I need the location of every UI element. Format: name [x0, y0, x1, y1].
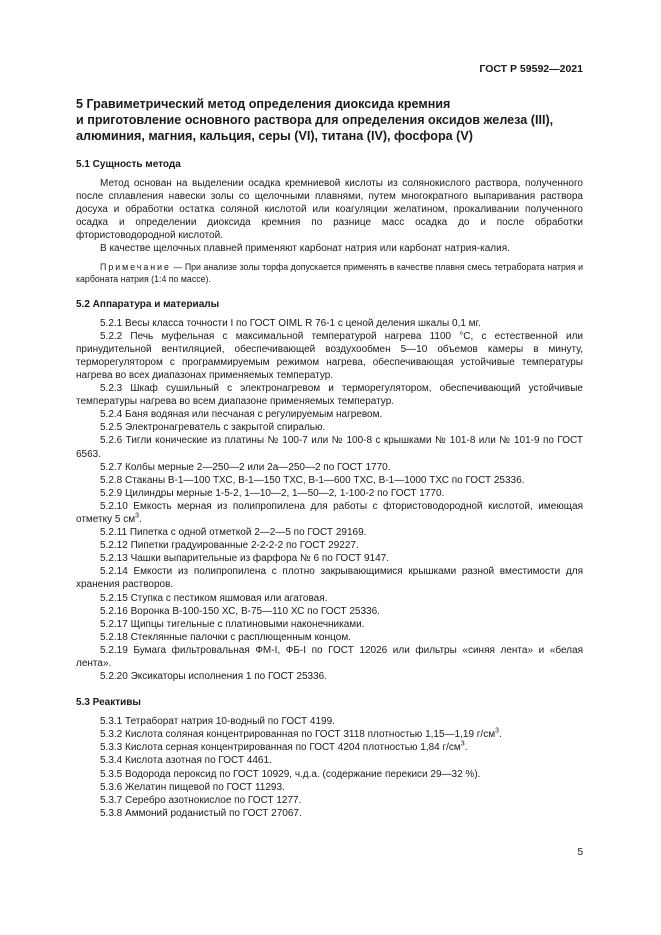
list-item: 5.2.16 Воронка В-100-150 ХС, В-75—110 ХС по ГОСТ 25336. — [100, 605, 380, 617]
list-item: 5.2.11 Пипетка с одной отметкой 2—2—5 по ГОСТ 29169. — [100, 527, 367, 539]
list-item: 5.3.1 Тетраборат натрия 10-водный по ГОСТ 4199. — [100, 716, 335, 728]
list-item: 5.2.19 Бумага фильтровальная ФМ-I, ФБ-I по ГОСТ 12026 или фильтры «синяя лента» и «белая лента». — [76, 644, 583, 669]
content — [76, 96, 583, 820]
paragraph: Метод основан на выделении осадка кремниевой кислоты из солянокислого раствора, полученного после сплавления навески золы со щелочными плавнями, путем многократного выпаривания раствора досуха и обработки остатка соляной кислотой или коагуляции желатином, прокаливании полученного осадка и определении диоксида кремния по разнице масс осадка до и после обработки фтористоводородной кислотой. — [76, 178, 583, 242]
note-text: — При анализе золы торфа допускается применять в качестве плавня смесь тетрабората натрия и карбоната натрия (1:4 по массе). — [76, 261, 583, 284]
list-item: 5.3.5 Водорода пероксид по ГОСТ 10929, ч.д.а. (содержание перекиси 29—32 %). — [100, 768, 481, 780]
page-number: 5 — [577, 847, 583, 858]
list-item: 5.2.8 Стаканы В-1—100 ТХС, В-1—150 ТХС, В-1—600 ТХС, В-1—1000 ТХС по ГОСТ 25336. — [100, 474, 525, 486]
heading-5-1: 5.1 Сущность метода — [76, 159, 181, 170]
heading-5-2: 5.2 Аппаратура и материалы — [76, 298, 220, 310]
list-item: 5.3.8 Аммоний роданистый по ГОСТ 27067. — [100, 807, 302, 819]
list-item: 5.3.7 Серебро азотнокислое по ГОСТ 1277. — [100, 794, 302, 806]
list-item: 5.2.14 Емкости из полипропилена с плотно закрывающимися крышками разной вместимости для хранения растворов. — [76, 566, 583, 591]
equipment-list — [76, 317, 583, 684]
list-item: 5.2.2 Печь муфельная с максимальной температурой нагрева 1100 °С, с естественной или принудительной вентиляцией, обеспечивающей воздухообмен 5—10 объемов камеры в минуту, терморегулятором с программируемым режимом нагрева, обеспечивающая устойчивые температуры нагрева во всех диапазонах применяемых температур. — [76, 330, 583, 381]
list-item: 5.2.5 Электронагреватель с закрытой спиралью. — [100, 422, 326, 434]
reagents-list — [76, 715, 583, 820]
list-item: 5.3.4 Кислота азотная по ГОСТ 4461. — [100, 755, 272, 767]
standard-number: ГОСТ Р 59592—2021 — [479, 63, 583, 75]
list-item: 5.2.13 Чашки выпарительные из фарфора № 6 по ГОСТ 9147. — [100, 553, 390, 565]
list-item: 5.2.20 Эксикаторы исполнения 1 по ГОСТ 25336. — [100, 671, 327, 683]
paragraph: В качестве щелочных плавней применяют карбонат натрия или карбонат натрия-калия. — [100, 243, 510, 255]
list-item: 5.2.10 Емкость мерная из полипропилена для работы с фтористоводородной кислотой, имеющая отметку 5 $см^3$. — [76, 500, 583, 525]
list-item: 5.2.15 Ступка с пестиком яшмовая или агатовая. — [100, 592, 328, 604]
list-item: 5.2.6 Тигли конические из платины № 100-7 или № 100-8 с крышками № 101-8 или № 101-9 по ГОСТ 6563. — [76, 435, 583, 460]
list-item: 5.3.3 Кислота серная концентрированная по ГОСТ 4204 плотностью 1,84 $г/см^3$. — [100, 741, 468, 754]
list-item: 5.2.4 Баня водяная или песчаная с регулируемым нагревом. — [100, 409, 383, 421]
list-item: 5.2.17 Щипцы тигельные с платиновыми наконечниками. — [100, 618, 365, 630]
section-title: 5 Гравиметрический метод определения диоксида кремния и приготовление основного раствора для определения оксидов железа (III), алюминия, магния, кальция, серы (VI), титана (IV), фосфора (V) — [76, 97, 554, 143]
list-item: 5.2.7 Колбы мерные 2—250—2 или 2а—250—2 по ГОСТ 1770. — [100, 461, 391, 473]
note-label: Примечание — [100, 261, 171, 272]
list-item: 5.2.12 Пипетки градуированные 2-2-2-2 по ГОСТ 29227. — [100, 540, 359, 552]
list-item: 5.2.1 Весы класса точности I по ГОСТ OIML R 76-1 с ценой деления шкалы 0,1 мг. — [100, 317, 481, 329]
list-item: 5.2.18 Стеклянные палочки с расплющенным концом. — [100, 631, 351, 643]
list-item: 5.3.6 Желатин пищевой по ГОСТ 11293. — [100, 781, 285, 793]
list-item: 5.2.3 Шкаф сушильный с электронагревом и терморегулятором, обеспечивающий устойчивые температуры нагрева во всем диапазоне применяемых температур. — [76, 383, 583, 408]
list-item: 5.3.2 Кислота соляная концентрированная по ГОСТ 3118 плотностью 1,15—1,19 $г/см^3$. — [100, 727, 502, 741]
list-item: 5.2.9 Цилиндры мерные 1-5-2, 1—10—2, 1—50—2, 1-100-2 по ГОСТ 1770. — [100, 487, 445, 499]
note — [76, 261, 583, 285]
heading-5-3: 5.3 Реактивы — [76, 697, 141, 709]
